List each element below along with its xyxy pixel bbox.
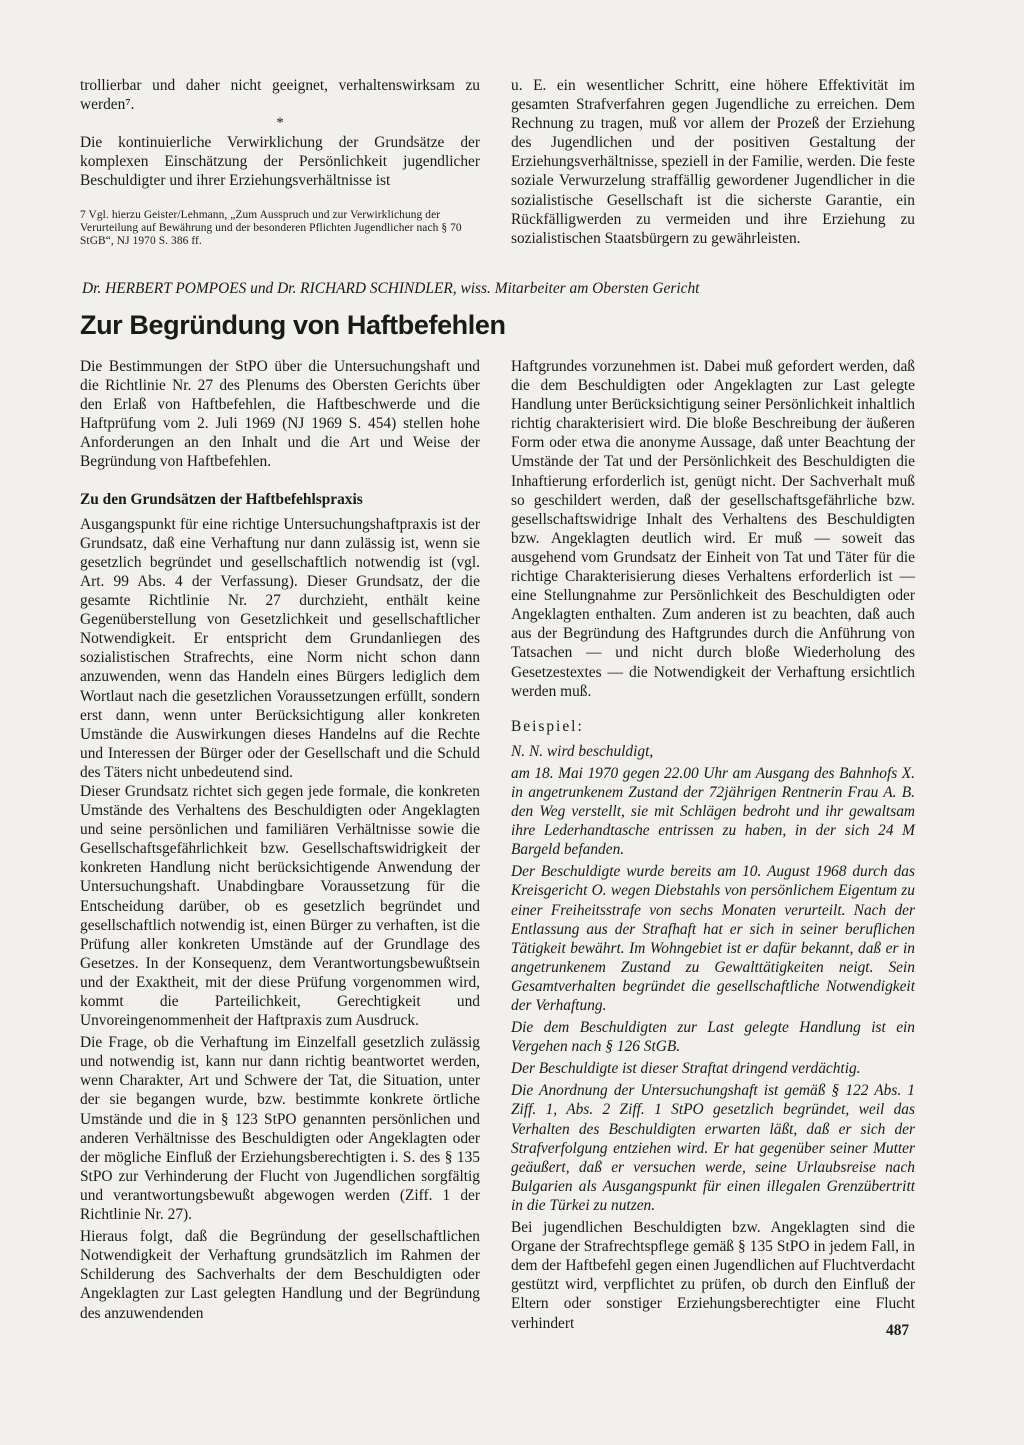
- body-paragraph: Haftgrundes vorzunehmen ist. Dabei muß gefordert werden, daß die dem Beschuldigten oder Angeklagten zur Last gelegte Handlung unter Berücksichtigung seiner Persönlichkeit inhaltlich richtig charakterisiert wird. Die bloße Beschreibung der äußeren Form oder etwa die anonyme Aussage, daß unter Beachtung der Umstände der Tat und der Persönlichkeit des Beschuldigten die Inhaftierung erforderlich ist, genügt nicht. Der Sachverhalt muß so geschildert werden, daß der gesellschaftsgefährliche bzw. gesellschaftswidrige Inhalt des Verhaltens des Beschuldigten bzw. Angeklagten deutlich wird. Er muß — soweit das ausgehend vom Grundsatz der Einheit von Tat und Täter für die richtige Charakterisierung dieses Verhaltens erforderlich ist — eine Stellungnahme zur Persönlichkeit des Beschuldigten oder Angeklagten enthalten. Zum anderen ist zu beachten, daß auch aus der Begründung des Haftgrundes durch die Anführung von Tatsachen — und nicht durch bloße Wiederholung des Gesetzestextes — die Notwendigkeit der Verhaftung ersichtlich werden muß.: [511, 358, 915, 700]
- intro-paragraph: Die Bestimmungen der StPO über die Untersuchungshaft und die Richtlinie Nr. 27 des Plenums des Obersten Gerichts über den Erlaß von Haftbefehlen, die Haftbeschwerde und die Haftprüfung vom 2. Juli 1969 (NJ 1969 S. 454) stellen hohe Anforderungen an den Inhalt und die Art und Weise der Begründung von Haftbefehlen.: [80, 358, 480, 471]
- body-paragraph: Bei jugendlichen Beschuldigten bzw. Angeklagten sind die Organe der Strafrechtspflege gemäß § 135 StPO in jedem Fall, in dem der Haftbefehl gegen einen Jugendlichen auf Fluchtverdacht gestützt wird, verpflichtet zu prüfen, ob durch den Einfluß der Eltern oder sonstiger Erziehungsberechtigter eine Flucht verhindert: [511, 1219, 915, 1332]
- footnote: 7 Vgl. hierzu Geister/Lehmann, „Zum Ausspruch und zur Verwirklichung der Verurteilung auf Bewährung und der besonderen Pflichten Jugendlicher nach § 70 StGB“, NJ 1970 S. 386 ff.: [80, 208, 462, 247]
- body-paragraph: Dieser Grundsatz richtet sich gegen jede formale, die konkreten Umstände des Verhaltens des Beschuldigten oder Angeklagten und seine persönlichen und familiären Verhältnisse sowie die Gesellschaftsgefährlichkeit bzw. Gesellschaftswidrigkeit der konkreten Handlung nicht berücksichtigende Anwendung der Untersuchungshaft. Unabdingbare Voraussetzung für die Entscheidung darüber, ob es gesetzlich begründet und gesellschaftlich notwendig ist, einen Bürger zu verhaften, ist die Prüfung aller konkreten Umstände auf der Grundlage des Gesetzes. In der Konsequenz, dem Verantwortungsbewußtsein und der Exaktheit, mit der diese Prüfung vorgenommen wird, kommt die Parteilichkeit, Gerechtigkeit und Unvoreingenommenheit der Haftpraxis zum Ausdruck.: [80, 782, 480, 1030]
- example-paragraph: am 18. Mai 1970 gegen 22.00 Uhr am Ausgang des Bahnhofs X. in angetrunkenem Zustand der 72jährigen Rentnerin Frau A. B. den Weg verstellt, sie mit Schlägen bedroht und ihr gewaltsam ihre Lederhandtasche entrissen zu haben, in der sich 24 M Bargeld befanden.: [511, 764, 915, 859]
- example-paragraph: Der Beschuldigte ist dieser Straftat dringend verdächtig.: [511, 1060, 861, 1078]
- example-paragraph: Die Anordnung der Untersuchungshaft ist gemäß § 122 Abs. 1 Ziff. 1, Abs. 2 Ziff. 1 StPO gesetzlich begründet, weil das Verhalten des Beschuldigten erwarten läßt, daß er sich der Strafverfolgung entziehen wird. Er hat gegenüber seiner Mutter geäußert, daß er versuchen werde, seine Urlaubsreise nach Bulgarien als Ausgangspunkt für einen illegalen Grenzübertritt in die Türkei zu nutzen.: [511, 1082, 915, 1214]
- article-title: Zur Begründung von Haftbefehlen: [80, 310, 506, 340]
- example-label: Beispiel:: [511, 717, 584, 735]
- continued-paragraph: trollierbar und daher nicht geeignet, verhaltenswirksam zu werden⁷.: [80, 77, 480, 114]
- top-left-column: [80, 76, 480, 248]
- example-paragraph: Die dem Beschuldigten zur Last gelegte Handlung ist ein Vergehen nach § 126 StGB.: [511, 1019, 915, 1056]
- continued-paragraph-right: u. E. ein wesentlicher Schritt, eine höhere Effektivität im gesamten Strafverfahren gegen Jugendliche zu erreichen. Dem Rechnung zu tragen, muß vor allem der Prozeß der Erziehung des Jugendlichen und der positiven Gestaltung der Erziehungsverhältnisse, speziell in der Familie, werden. Die feste soziale Verwurzelung straffällig gewordener Jugendlicher in die sozialistische Gesellschaft ist die sicherste Garantie, ein Rückfälligwerden zu vermeiden und ihre Erziehung zu sozialistischen Staatsbürgern zu gewährleisten.: [511, 77, 915, 247]
- closing-paragraph: Die kontinuierliche Verwirklichung der Grundsätze der komplexen Einschätzung der Persönlichkeit jugendlicher Beschuldigter und ihrer Erziehungsverhältnisse ist: [80, 134, 480, 190]
- body-paragraph: Hieraus folgt, daß die Begründung der gesellschaftlichen Notwendigkeit der Verhaftung grundsätzlich im Rahmen der Schilderung des Sachverhalts der dem Beschuldigten oder Angeklagten zur Last gelegten Handlung und der Begründung des anzuwendenden: [80, 1228, 480, 1322]
- section-separator: *: [276, 115, 284, 132]
- main-right-column: [511, 357, 915, 1333]
- page-number: 487: [886, 1322, 910, 1339]
- main-left-column: [80, 357, 480, 1323]
- body-paragraph: Die Frage, ob die Verhaftung im Einzelfall gesetzlich zulässig und notwendig ist, kann nur dann richtig beantwortet werden, wenn Charakter, Art und Schwere der Tat, die Situation, unter der sie begangen wurde, bzw. bestimmte konkrete örtliche Umstände und die in § 123 StPO genannten persönlichen und anderen Verhältnisse des Beschuldigten oder Angeklagten oder der mögliche Einfluß der Erziehungsberechtigten i. S. des § 135 StPO zur Verhinderung der Flucht von Jugendlichen sorgfältig und verantwortungsbewußt abgewogen werden (Ziff. 1 der Richtlinie Nr. 27).: [80, 1034, 480, 1224]
- body-paragraph: Ausgangspunkt für eine richtige Untersuchungshaftpraxis ist der Grundsatz, daß eine Verhaftung nur dann zulässig ist, wenn sie gesetzlich begründet und gesellschaftlich notwendig ist (vgl. Art. 99 Abs. 4 der Verfassung). Dieser Grundsatz, der die gesamte Richtlinie Nr. 27 durchzieht, enthält keine Gegenüberstellung von Gesetzlichkeit und gesellschaftlicher Notwendigkeit. Er entspricht dem Grundanliegen des sozialistischen Strafrechts, eine Norm nicht schon dann anzuwenden, wenn das Handeln eines Bürgers lediglich dem Wortlaut nach die gesetzlichen Voraussetzungen erfüllt, sondern erst dann, wenn unter Berücksichtigung aller konkreten Umstände die Auswirkungen dieses Handelns auf die Rechte und Interessen der Bürger oder der Gesellschaft und die Schuld des Täters nicht unbedeutend sind.: [80, 515, 480, 781]
- author-line: Dr. HERBERT POMPOES und Dr. RICHARD SCHINDLER, wiss. Mitarbeiter am Obersten Gericht: [82, 280, 700, 297]
- top-right-column: [511, 76, 915, 248]
- section-heading: Zu den Grundsätzen der Haftbefehlspraxis: [80, 490, 363, 508]
- example-paragraph: N. N. wird beschuldigt,: [511, 742, 654, 760]
- example-paragraph: Der Beschuldigte wurde bereits am 10. August 1968 durch das Kreisgericht O. wegen Diebstahls von persönlichem Eigentum zu einer Freiheitsstrafe von sechs Monaten verurteilt. Nach der Entlassung aus der Strafhaft hat er sich in seiner beruflichen Tätigkeit bewährt. Im Wohngebiet ist er dafür bekannt, daß er in angetrunkenem Zustand zu Gewalttätigkeiten neigt. Sein Gesamtverhalten begründet die gesellschaftliche Notwendigkeit der Verhaftung.: [511, 863, 915, 1014]
